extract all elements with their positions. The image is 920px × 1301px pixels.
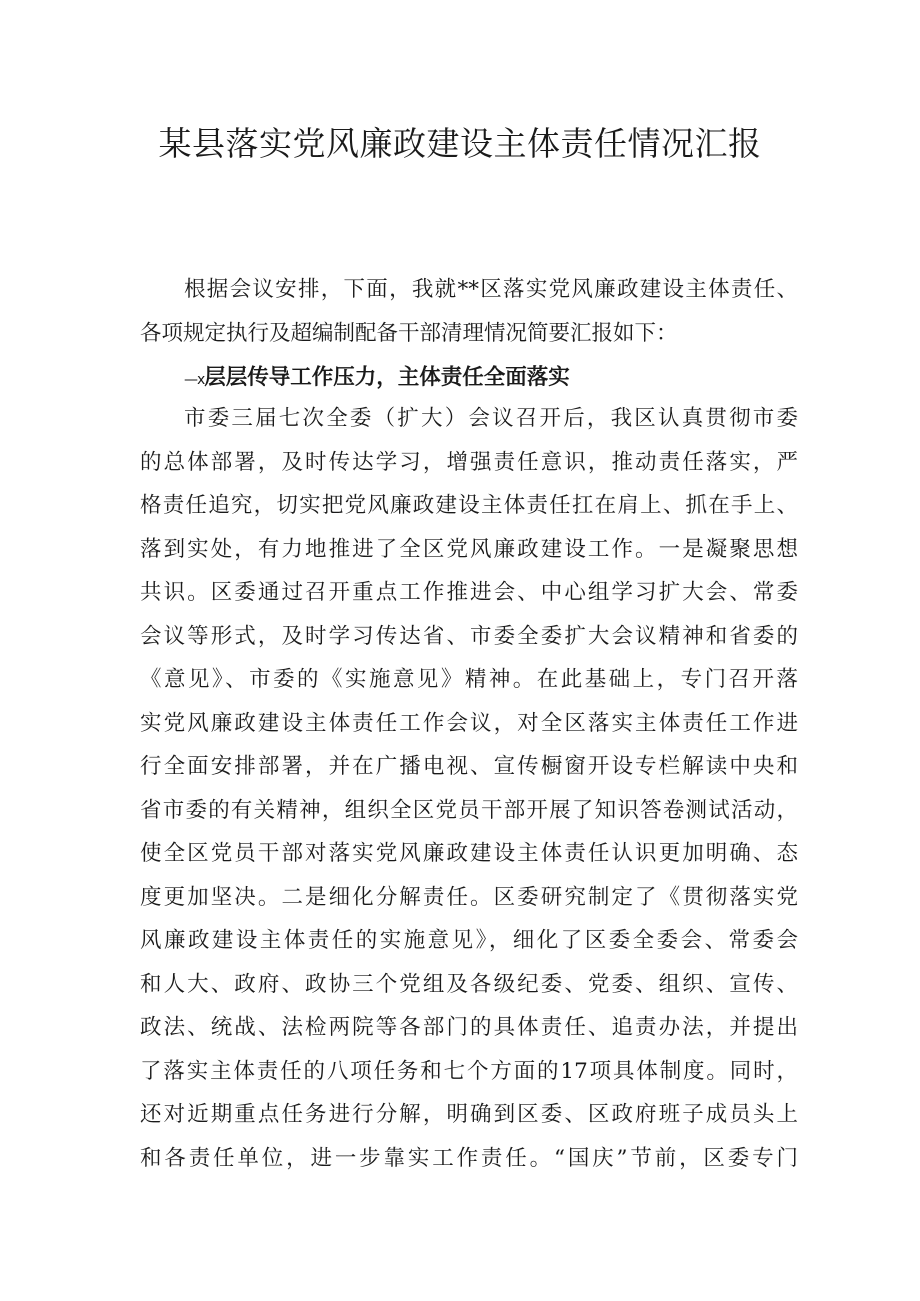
paragraph-line: 实党风廉政建设主体责任工作会议，对全区落实主体责任工作进 — [140, 710, 798, 736]
paragraph-line: 和人大、政府、政协三个党组及各级纪委、党委、组织、宣传、 — [140, 971, 798, 997]
intro-line: 根据会议安排，下面，我就**区落实党风廉政建设主体责任、 — [184, 277, 798, 302]
paragraph-line: 的总体部署，及时传达学习，增强责任意识，推动责任落实，严 — [140, 449, 798, 475]
section-marker: —x — [184, 372, 205, 388]
intro-line: 各项规定执行及超编制配备干部清理情况简要汇报如下： — [140, 320, 678, 346]
paragraph-line: 共识。区委通过召开重点工作推进会、中心组学习扩大会、常委 — [140, 580, 798, 605]
paragraph-line: 还对近期重点任务进行分解，明确到区委、区政府班子成员头上 — [140, 1102, 798, 1127]
paragraph-line: 了落实主体责任的八项任务和七个方面的17项具体制度。同时， — [140, 1058, 798, 1084]
paragraph-line: 格责任追究，切实把党风廉政建设主体责任扛在肩上、抓在手上、 — [140, 493, 798, 518]
paragraph-line: 落到实处，有力地推进了全区党风廉政建设工作。一是凝聚思想 — [140, 536, 798, 562]
document-title: 某县落实党风廉政建设主体责任情况汇报 — [158, 124, 762, 163]
paragraph-line: 政法、统战、法检两院等各部门的具体责任、追责办法，并提出 — [140, 1015, 798, 1040]
paragraph-line: 风廉政建设主体责任的实施意见》，细化了区委全委会、常委会 — [140, 928, 798, 953]
paragraph-line: 使全区党员干部对落实党风廉政建设主体责任认识更加明确、态 — [140, 841, 798, 866]
paragraph-line: 和各责任单位，进一步靠实工作责任。“国庆”节前，区委专门 — [140, 1145, 798, 1171]
paragraph-line: 《意见》、市委的《实施意见》精神。在此基础上，专门召开落 — [140, 667, 798, 692]
paragraph-line: 省市委的有关精神，组织全区党员干部开展了知识答卷测试活动， — [140, 797, 798, 823]
paragraph-line: 行全面安排部署，并在广播电视、宣传橱窗开设专栏解读中央和 — [140, 754, 798, 779]
section-paragraph — [140, 397, 798, 1180]
section-heading — [184, 356, 570, 403]
paragraph-line: 度更加坚决。二是细化分解责任。区委研究制定了《贯彻落实党 — [140, 884, 798, 910]
section-heading-text: 层层传导工作压力，主体责任全面落实 — [204, 365, 570, 390]
paragraph-line: 会议等形式，及时学习传达省、市委全委扩大会议精神和省委的 — [140, 623, 798, 649]
paragraph-line: 市委三届七次全委（扩大）会议召开后，我区认真贯彻市委 — [184, 406, 798, 431]
intro-paragraph — [140, 268, 798, 355]
